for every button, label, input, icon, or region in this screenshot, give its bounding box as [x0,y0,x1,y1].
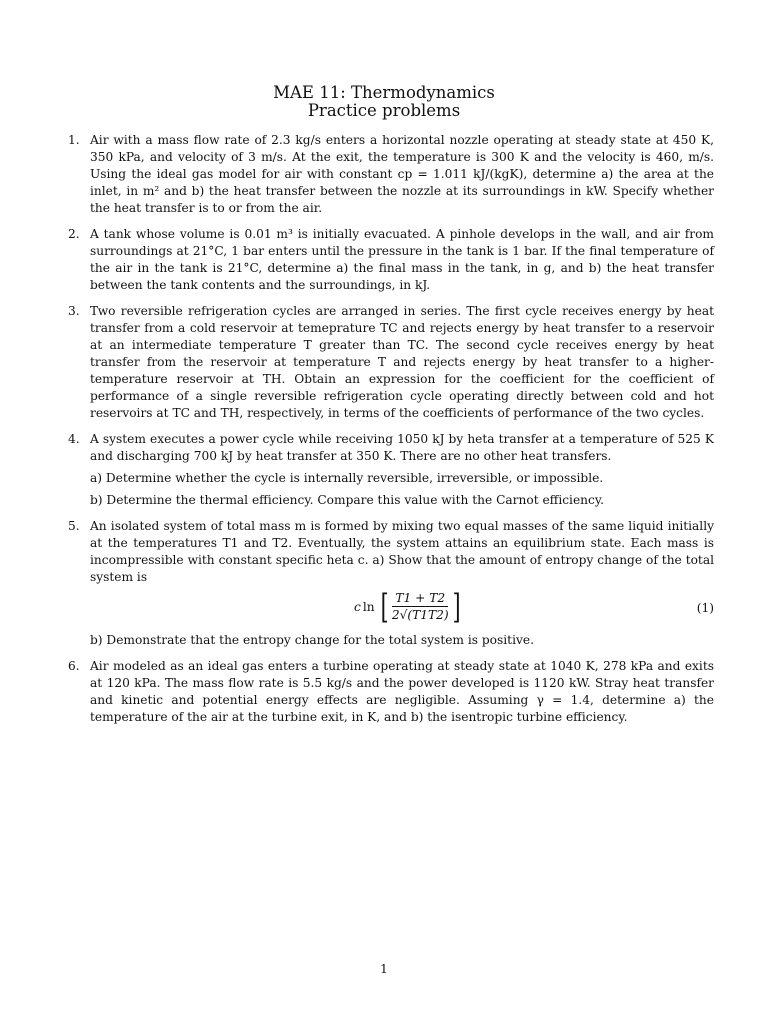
problem-list [68,132,714,735]
page-number: 1 [380,962,388,976]
problem-number: 4. [68,432,80,446]
document-title [0,84,768,120]
equation-constant: c [354,599,361,614]
problem-6 [68,658,714,726]
problem-part-a: a) Determine whether the cycle is internally reversible, irreversible, or impossible. [90,471,604,485]
equation-label: (1) [696,601,714,615]
fraction-numerator: T1 + T2 [392,591,448,607]
title-line-2: Practice problems [307,101,461,120]
problem-4 [68,431,714,509]
problem-number: 2. [68,227,80,241]
problem-1 [68,132,714,217]
problem-text: A tank whose volume is 0.01 m³ is initially evacuated. A pinhole develops in the wall, and air from surroundings at 21°C, 1 bar enters until the pressure in the tank is 1 bar. If the final temperature of the air in the tank is 21°C, determine a) the final mass in the tank, in g, and b) the heat transfer between the tank contents and the surroundings, in kJ. [90,227,714,292]
problem-5 [68,518,714,649]
equation-1 [90,586,714,632]
fraction-denominator: 2√(T1T2) [391,608,449,622]
problem-number: 6. [68,659,80,673]
problem-part-b: b) Determine the thermal efficiency. Compare this value with the Carnot efficiency. [90,493,604,507]
problem-text: Air with a mass flow rate of 2.3 kg/s enters a horizontal nozzle operating at steady state at 450 K, 350 kPa, and velocity of 3 m/s. At the exit, the temperature is 300 K and the velocity is 460, m/s. Using the ideal gas model for air with constant cp = 1.011 kJ/(kgK), determine a) the area at the inlet, in m² and b) the heat transfer between the nozzle at its surroundings in kW. Specify whether the heat transfer is to or from the air. [90,133,714,215]
equation-function: ln [362,599,375,614]
equation-expression [354,587,463,627]
problem-text: A system executes a power cycle while receiving 1050 kJ by heta transfer at a temperature of 525 K and discharging 700 kJ by heat transfer at 350 K. There are no other heat transfers. [90,432,714,463]
problem-2 [68,226,714,294]
equation-fraction [392,591,449,623]
problem-number: 5. [68,519,80,533]
left-bracket: [ [380,587,389,627]
problem-part-b: b) Demonstrate that the entropy change for the total system is positive. [90,633,534,647]
problem-text: An isolated system of total mass m is formed by mixing two equal masses of the same liquid initially at the temperatures T1 and T2. Eventually, the system attains an equilibrium state. Each mass is incompressible with constant specific heta c. a) Show that the amount of entropy change of the total system is [90,519,714,584]
problem-number: 3. [68,304,80,318]
problem-text: Two reversible refrigeration cycles are arranged in series. The first cycle receives energy by heat transfer from a cold reservoir at temeprature TC and rejects energy by heat transfer to a reservoir at an intermediate temperature T greater than TC. The second cycle receives energy by heat transfer from the reservoir at temperature T and rejects energy by heat transfer to a higher-temperature reservoir at TH. Obtain an expression for the coefficient for the coefficient of performance of a single reversible refrigeration cycle operating directly between cold and hot reservoirs at TC and TH, respectively, in terms of the coefficients of performance of the two cycles. [90,304,714,420]
right-bracket: ] [452,587,461,627]
problem-3 [68,303,714,422]
problem-text: Air modeled as an ideal gas enters a turbine operating at steady state at 1040 K, 278 kPa and exits at 120 kPa. The mass flow rate is 5.5 kg/s and the power developed is 1120 kW. Stray heat transfer and kinetic and potential energy effects are negligible. Assuming γ = 1.4, determine a) the temperature of the air at the turbine exit, in K, and b) the isentropic turbine efficiency. [90,659,714,724]
problem-number: 1. [68,133,80,147]
title-line-1: MAE 11: Thermodynamics [273,83,495,102]
